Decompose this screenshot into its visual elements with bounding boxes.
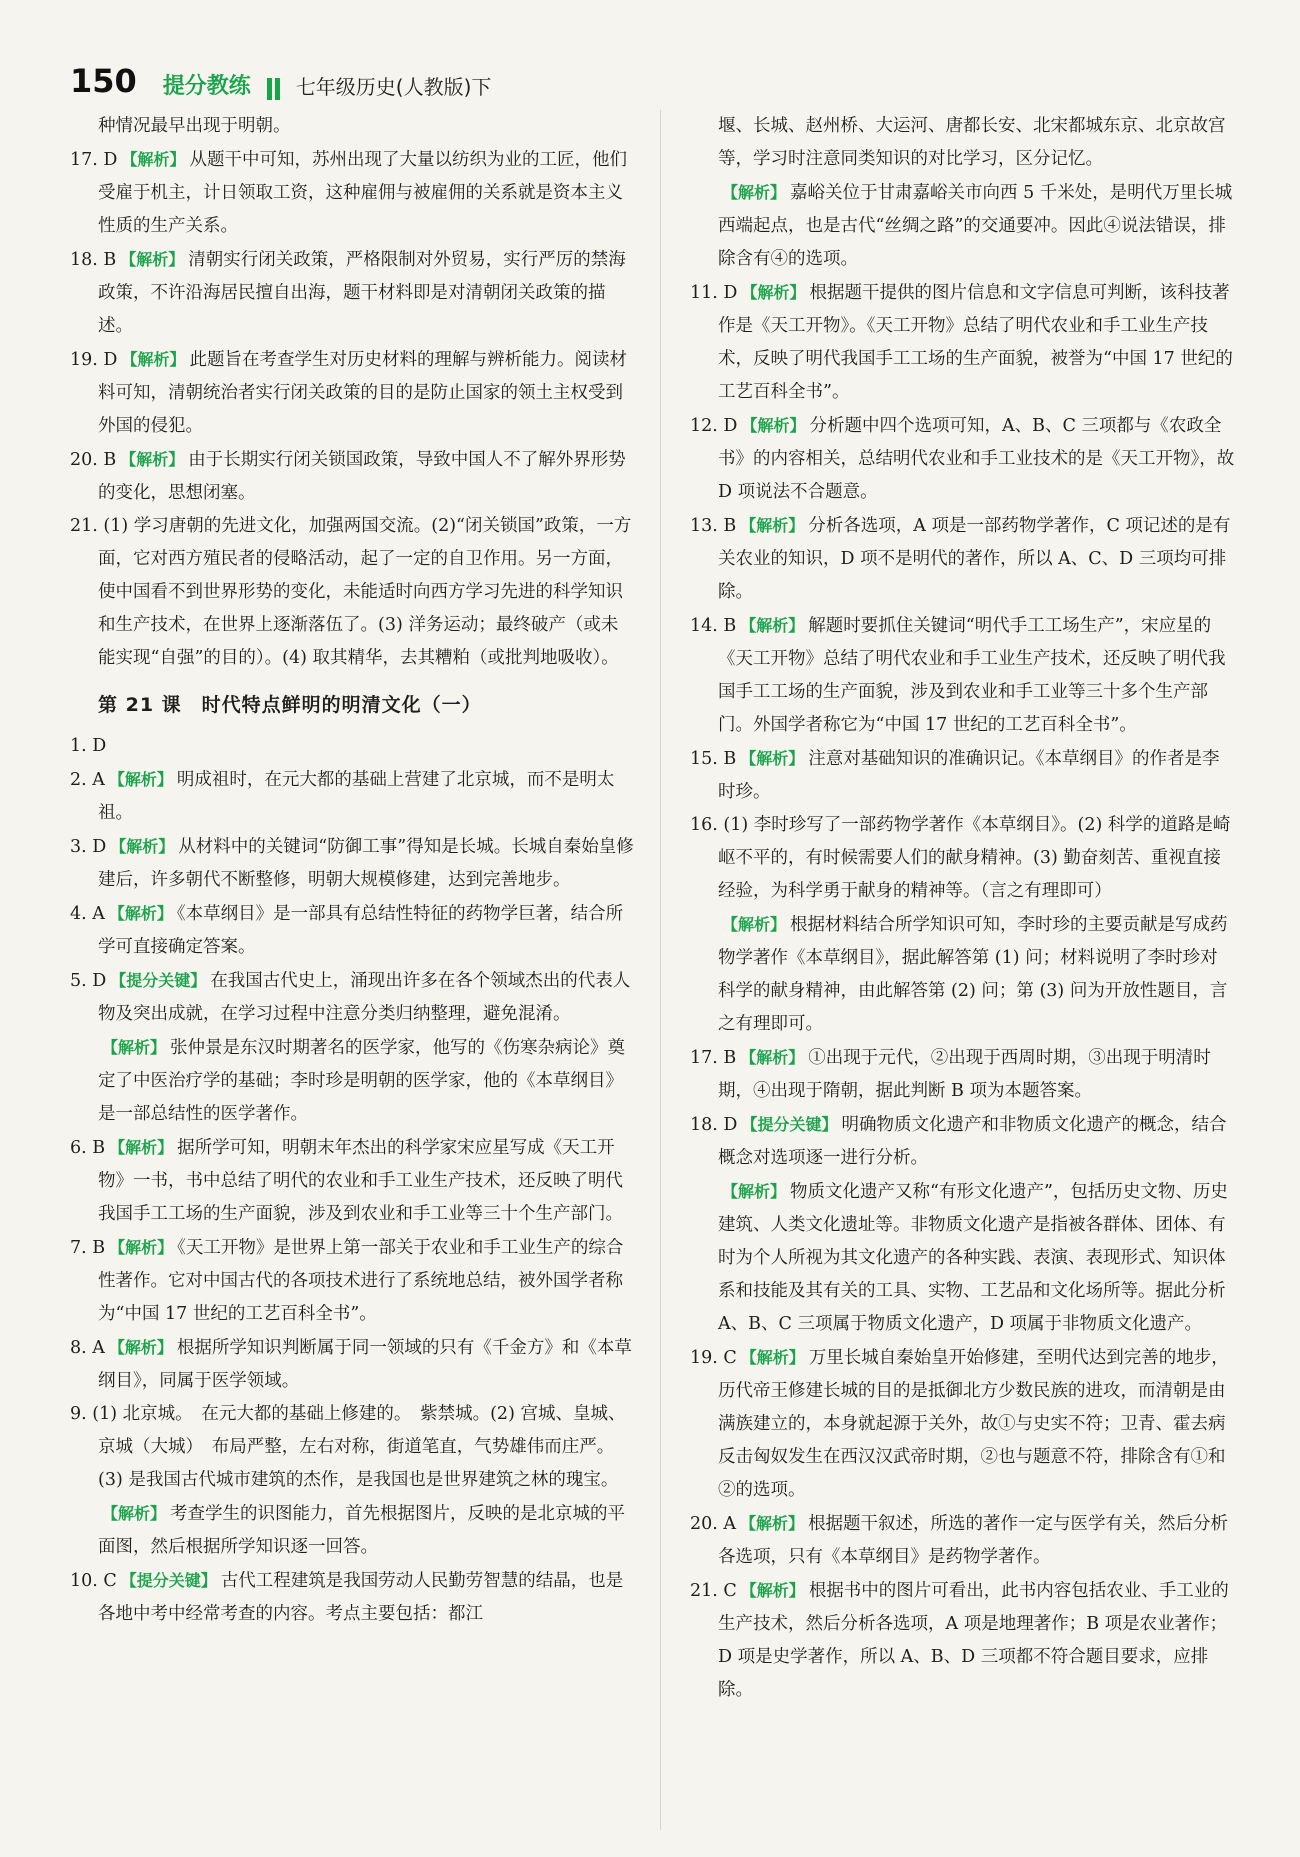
- answer-number: 18. B: [70, 250, 117, 270]
- analysis-tag: 【解析】: [120, 450, 185, 469]
- answer-text: 根据书中的图片可看出，此书内容包括农业、手工业的生产技术，然后分析各选项，A 项是地理著作；B 项是农业著作；D 项是史学著作，所以 A、B、D 三项都不符合题目要求，应排除。: [718, 1581, 1229, 1700]
- analysis-5: [70, 1031, 635, 1131]
- answer-text: 考查学生的识图能力，首先根据图片，反映的是北京城的平面图，然后根据所学知识逐一回答。: [98, 1504, 626, 1557]
- answer-text: 《天工开物》是世界上第一部关于农业和手工业生产的综合性著作。它对中国古代的各项技术进行了系统地总结，被外国学者称为“中国 17 世纪的工艺百科全书”。: [98, 1238, 624, 1324]
- answer-text: 堰、长城、赵州桥、大运河、唐都长安、北宋都城东京、北京故宫等，学习时注意同类知识的对比学习，区分记忆。: [718, 116, 1226, 169]
- page-number: 150: [70, 62, 137, 100]
- answer-text: 嘉峪关位于甘肃嘉峪关市向西 5 千米处，是明代万里长城西端起点，也是古代“丝绸之路”的交通要冲。因此④说法错误，排除含有④的选项。: [718, 183, 1233, 269]
- answer-text: 清朝实行闭关政策，严格限制对外贸易，实行严厉的禁海政策，不许沿海居民擅自出海，题干材料即是对清朝闭关政策的描述。: [98, 250, 626, 336]
- analysis-tag: 【解析】: [121, 350, 186, 369]
- answer-text: 解题时要抓住关键词“明代手工工场生产”，宋应星的《天工开物》总结了明代农业和手工业生产技术，还反映了明代我国手工工场的生产面貌，涉及到农业和手工业等三十多个生产部门。外国学者称它为“中国 17 世纪的工艺百科全书”。: [718, 616, 1226, 735]
- answer-text: 注意对基础知识的准确识记。《本草纲目》的作者是李时珍。: [718, 749, 1220, 802]
- answer-16: 16. (1) 李时珍写了一部药物学著作《本草纲目》。(2) 科学的道路是崎岖不平的，有时候需要人们的献身精神。(3) 勤奋刻苦、重视直接经验，为科学勇于献身的精神等。（言之有理即可）: [690, 815, 1231, 901]
- answer-18: [690, 1108, 1235, 1175]
- answer-number: 17. D: [70, 150, 118, 170]
- analysis-tag: 【解析】: [741, 416, 806, 435]
- answer-11: [690, 276, 1235, 409]
- analysis-18: [690, 1175, 1235, 1341]
- answer-number: 20. B: [70, 450, 117, 470]
- answer-number: 2. A: [70, 770, 105, 790]
- answer-number: 15. B: [690, 749, 737, 769]
- answer-text: 物质文化遗产又称“有形文化遗产”，包括历史文物、历史建筑、人类文化遗址等。非物质文化遗产是指被各群体、团体、有时为个人所视为其文化遗产的各种实践、表演、表现形式、知识体系和技能及其有关的工具、实物、工艺品和文化场所等。据此分析 A、B、C 三项属于物质文化遗产，D 项属于非物质文化遗产。: [718, 1182, 1228, 1334]
- analysis-tag: 【解析】: [108, 1338, 173, 1357]
- answer-2: [70, 763, 635, 830]
- answer-text: 从题干中可知，苏州出现了大量以纺织为业的工匠，他们受雇于机主，计日领取工资，这种雇佣与被雇佣的关系就是资本主义性质的生产关系。: [98, 150, 627, 236]
- answer-12: [690, 409, 1235, 509]
- answer-14: [690, 609, 1235, 742]
- answer-number: 5. D: [70, 971, 107, 991]
- answer-text: 根据题干叙述，所选的著作一定与医学有关，然后分析各选项，只有《本草纲目》是药物学著作。: [718, 1514, 1229, 1567]
- key-tag: 【提分关键】: [110, 971, 207, 990]
- analysis-tag: 【解析】: [108, 770, 173, 789]
- answer-20: [70, 443, 635, 510]
- analysis-tag: 【解析】: [722, 183, 787, 202]
- key-tag: 【提分关键】: [120, 1571, 217, 1590]
- analysis-tag: 【解析】: [740, 749, 805, 768]
- answer-text: 张仲景是东汉时期著名的医学家，他写的《伤寒杂病论》奠定了中医治疗学的基础；李时珍是明朝的医学家，他的《本草纲目》是一部总结性的医学著作。: [98, 1038, 626, 1124]
- analysis-tag: 【解析】: [120, 250, 185, 269]
- analysis-tag: 【解析】: [722, 915, 787, 934]
- analysis-tag: 【解析】: [109, 1138, 174, 1157]
- answer-number: 19. C: [690, 1348, 737, 1368]
- analysis-10: [690, 176, 1235, 276]
- answer-21: [690, 1574, 1235, 1707]
- answer-text: 此题旨在考查学生对历史材料的理解与辨析能力。阅读材料可知，清朝统治者实行闭关政策的目的是防止国家的领土主权受到外国的侵犯。: [98, 350, 627, 436]
- analysis-tag: 【解析】: [740, 1581, 805, 1600]
- analysis-16: [690, 908, 1235, 1041]
- answer-8: [70, 1331, 635, 1398]
- answer-text: 万里长城自秦始皇开始修建，至明代达到完善的地步，历代帝王修建长城的目的是抵御北方少数民族的进攻，而清朝是由满族建立的，本身就起源于关外，故①与史实不符；卫青、霍去病反击匈奴发生在西汉汉武帝时期，②也与题意不符，排除含有①和②的选项。: [718, 1348, 1229, 1500]
- answer-15: [690, 742, 1235, 809]
- analysis-tag: 【解析】: [722, 1182, 787, 1201]
- analysis-tag: 【解析】: [121, 150, 186, 169]
- analysis-tag: 【解析】: [740, 1348, 805, 1367]
- answer-number: 6. B: [70, 1138, 106, 1158]
- analysis-9: [70, 1497, 635, 1564]
- answer-text: 种情况最早出现于明朝。: [98, 116, 291, 136]
- answer-text: 根据材料结合所学知识可知，李时珍的主要贡献是写成药物学著作《本草纲目》，据此解答第 (1) 问；材料说明了李时珍对科学的献身精神，由此解答第 (2) 问；第 (3) 问为开放性题目，言之有理即可。: [718, 915, 1228, 1034]
- answer-number: 19. D: [70, 350, 118, 370]
- answer-text: 明确物质文化遗产和非物质文化遗产的概念，结合概念对选项逐一进行分析。: [718, 1115, 1227, 1168]
- answer-4: [70, 897, 635, 964]
- key-tag: 【提分关键】: [741, 1115, 838, 1134]
- book-title: 七年级历史(人教版)下: [295, 75, 492, 99]
- analysis-tag: 【解析】: [102, 1038, 167, 1057]
- answer-text: 明成祖时，在元大都的基础上营建了北京城，而不是明太祖。: [98, 770, 615, 823]
- brand-bars-icon: [267, 78, 280, 100]
- right-column: [690, 110, 1235, 1707]
- brand-title: 提分教练: [162, 74, 251, 99]
- analysis-tag: 【解析】: [741, 283, 806, 302]
- answer-text: 《本草纲目》是一部具有总结性特征的药物学巨著，结合所学可直接确定答案。: [98, 904, 624, 957]
- answer-text: 从材料中的关键词“防御工事”得知是长城。长城自秦始皇修建后，许多朝代不断整修，明朝大规模修建，达到完善地步。: [98, 837, 634, 890]
- answer-text: 根据题干提供的图片信息和文字信息可判断，该科技著作是《天工开物》。《天工开物》总结了明代农业和手工业生产技术，反映了明代我国手工工场的生产面貌，被誉为“中国 17 世纪的工艺百科全书”。: [718, 283, 1233, 402]
- column-divider: [660, 110, 661, 1830]
- answer-10: [70, 1564, 635, 1631]
- analysis-tag: 【解析】: [109, 1238, 174, 1257]
- answer-19: [690, 1341, 1235, 1507]
- answer-9: 9. (1) 北京城。 在元大都的基础上修建的。 紫禁城。(2) 宫城、皇城、京城（大城） 布局严整，左右对称，街道笔直，气势雄伟而庄严。(3) 是我国古代城市建筑的杰作，是我国也是世界建筑之林的瑰宝。: [70, 1404, 626, 1490]
- left-column: [70, 110, 635, 1631]
- answer-number: 3. D: [70, 837, 107, 857]
- answer-number: 18. D: [690, 1115, 738, 1135]
- answer-text: 根据所学知识判断属于同一领域的只有《千金方》和《本草纲目》，同属于医学领域。: [98, 1338, 632, 1391]
- answer-number: 7. B: [70, 1238, 106, 1258]
- answer-text: 古代工程建筑是我国劳动人民勤劳智慧的结晶，也是各地中考中经常考查的内容。考点主要包括：都江: [98, 1571, 624, 1624]
- analysis-tag: 【解析】: [740, 1514, 805, 1533]
- answer-number: 20. A: [690, 1514, 737, 1534]
- answer-text: 据所学可知，明朝末年杰出的科学家宋应星写成《天工开物》一书，书中总结了明代的农业和手工业生产技术，还反映了明代我国手工工场的生产面貌，涉及到农业和手工业等三十个生产部门。: [98, 1138, 623, 1224]
- answer-5: [70, 964, 635, 1031]
- answer-text: ①出现于元代，②出现于西周时期，③出现于明清时期，④出现于隋朝，据此判断 B 项为本题答案。: [718, 1048, 1211, 1101]
- page-header: [70, 56, 491, 100]
- answer-20: [690, 1507, 1235, 1574]
- answer-text: 分析各选项，A 项是一部药物学著作，C 项记述的是有关农业的知识，D 项不是明代的著作，所以 A、C、D 三项均可排除。: [718, 516, 1231, 602]
- answer-text: 分析题中四个选项可知，A、B、C 三项都与《农政全书》的内容相关，总结明代农业和手工业技术的是《天工开物》，故 D 项说法不合题意。: [718, 416, 1235, 502]
- answer-13: [690, 509, 1235, 609]
- answer-number: 10. C: [70, 1571, 117, 1591]
- answer-7: [70, 1231, 635, 1331]
- lesson-title: 第 21 课 时代特点鲜明的明清文化（一）: [98, 694, 482, 716]
- answer-18: [70, 243, 635, 343]
- answer-17: [690, 1041, 1235, 1108]
- answer-21: 21. (1) 学习唐朝的先进文化，加强两国交流。(2)“闭关锁国”政策，一方面，它对西方殖民者的侵略活动，起了一定的自卫作用。另一方面，使中国看不到世界形势的变化，未能适时向西方学习先进的科学知识和生产技术，在世界上逐渐落伍了。(3) 洋务运动；最终破产（或未能实现“自强”的目的）。(4) 取其精华，去其糟粕（或批判地吸收）。: [70, 516, 632, 668]
- answer-number: 8. A: [70, 1338, 105, 1358]
- answer-text: 在我国古代史上，涌现出许多在各个领域杰出的代表人物及突出成就，在学习过程中注意分类归纳整理，避免混淆。: [98, 971, 631, 1024]
- analysis-tag: 【解析】: [740, 616, 805, 635]
- answer-number: 11. D: [690, 283, 738, 303]
- answer-number: 21. C: [690, 1581, 737, 1601]
- answer-number: 12. D: [690, 416, 738, 436]
- analysis-tag: 【解析】: [102, 1504, 167, 1523]
- answer-19: [70, 343, 635, 443]
- answer-number: 13. B: [690, 516, 737, 536]
- answer-number: 4. A: [70, 904, 105, 924]
- answer-17: [70, 143, 635, 243]
- answer-text: 由于长期实行闭关锁国政策，导致中国人不了解外界形势的变化，思想闭塞。: [98, 450, 626, 503]
- analysis-tag: 【解析】: [110, 837, 175, 856]
- analysis-tag: 【解析】: [108, 904, 173, 923]
- analysis-tag: 【解析】: [740, 516, 805, 535]
- analysis-tag: 【解析】: [740, 1048, 805, 1067]
- answer-1: 1. D: [70, 736, 107, 756]
- answer-6: [70, 1131, 635, 1231]
- answer-number: 14. B: [690, 616, 737, 636]
- answer-3: [70, 830, 635, 897]
- answer-number: 17. B: [690, 1048, 737, 1068]
